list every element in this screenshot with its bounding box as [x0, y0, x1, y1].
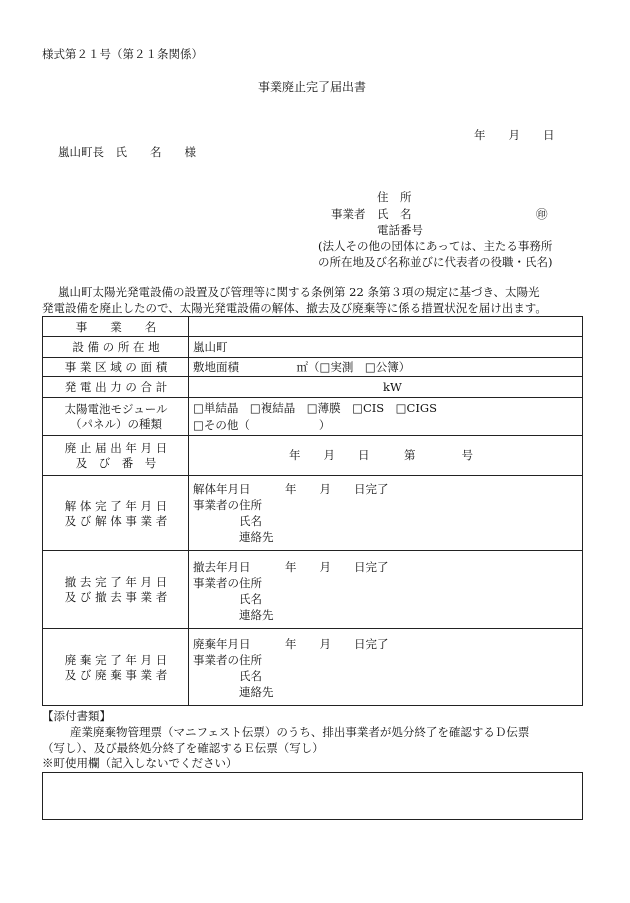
addressee: 嵐山町長 氏 名 様 [58, 145, 196, 159]
town-use-label: ※町使用欄（記入しないでください） [42, 756, 238, 770]
form-number: 様式第２１号（第２１条関係） [42, 47, 203, 61]
attachments-line1: 産業廃棄物管理票（マニフェスト伝票）のうち、排出事業者が処分終了を確認するＤ伝票 [70, 725, 530, 739]
dismantle-contractor-name: 氏名 [239, 514, 262, 528]
attachments-line2: （写し）、及び最終処分終了を確認するＥ伝票（写し） [42, 741, 324, 755]
module-type-label: 太陽電池モジュール （パネル）の種類 [64, 402, 168, 431]
applicant-phone-label: 電話番号 [377, 223, 423, 237]
removal-label: 撤 去 完 了 年 月 日 及 び 撤 去 事 業 者 [64, 575, 168, 604]
intro-line2: 発電設備を廃止したので、太陽光発電設備の解体、撤去及び廃棄等に係る措置状況を届け出ます。 [42, 301, 547, 315]
output-label: 発 電 出 力 の 合 計 [64, 380, 168, 394]
disposal-date: 廃棄年月日 年 月 日完了 [193, 637, 389, 651]
abolition-value: 年 月 日 第 号 [289, 448, 473, 462]
applicant-note-line2: の所在地及び名称並びに代表者の役職・氏名) [318, 255, 553, 269]
disposal-contractor-name: 氏名 [239, 669, 262, 683]
removal-contractor-contact: 連絡先 [239, 608, 274, 622]
business-name-value-cell[interactable] [189, 317, 583, 337]
town-use-box [42, 772, 583, 820]
area-label: 事 業 区 域 の 面 積 [64, 360, 168, 374]
removal-contractor-name: 氏名 [239, 592, 262, 606]
seal-mark: ㊞ [536, 207, 548, 221]
dismantle-date: 解体年月日 年 月 日完了 [193, 482, 389, 496]
location-value: 嵐山町 [193, 340, 228, 354]
area-value: 敷地面積 ㎡（□実測 □公簿） [193, 360, 411, 374]
disposal-contractor-contact: 連絡先 [239, 685, 274, 699]
dismantle-contractor-contact: 連絡先 [239, 530, 274, 544]
document-title: 事業廃止完了届出書 [258, 80, 367, 94]
disposal-contractor-address: 事業者の住所 [193, 653, 262, 667]
removal-contractor-address: 事業者の住所 [193, 576, 262, 590]
report-table [42, 316, 583, 706]
dismantle-label: 解 体 完 了 年 月 日 及 び 解 体 事 業 者 [64, 498, 168, 528]
applicant-address-label: 住 所 [377, 190, 412, 204]
abolition-date-label: 廃 止 届 出 年 月 日 及 び 番 号 [64, 441, 168, 470]
attachments-heading: 【添付書類】 [42, 709, 111, 723]
removal-date: 撤去年月日 年 月 日完了 [193, 560, 389, 574]
disposal-label: 廃 棄 完 了 年 月 日 及 び 廃 棄 事 業 者 [64, 652, 168, 682]
dismantle-contractor-address: 事業者の住所 [193, 498, 262, 512]
business-name-label: 事 業 名 [75, 319, 157, 334]
output-unit: kW [383, 380, 402, 394]
applicant-label: 事業者 [331, 207, 366, 221]
applicant-note-line1: (法人その他の団体にあっては、主たる事務所 [318, 239, 553, 253]
intro-line1: 嵐山町太陽光発電設備の設置及び管理等に関する条例第 22 条第３項の規定に基づき、太陽光 [58, 285, 540, 299]
module-options-line1: □単結晶 □複結晶 □薄膜 □CIS □CIGS [193, 401, 437, 415]
applicant-name-label: 氏 名 [377, 207, 412, 221]
module-options-line2: □その他（ ） [193, 418, 331, 432]
location-value-cell[interactable] [189, 337, 583, 358]
location-label: 設 備 の 所 在 地 [72, 340, 160, 354]
submission-date: 年 月 日 [474, 128, 555, 142]
